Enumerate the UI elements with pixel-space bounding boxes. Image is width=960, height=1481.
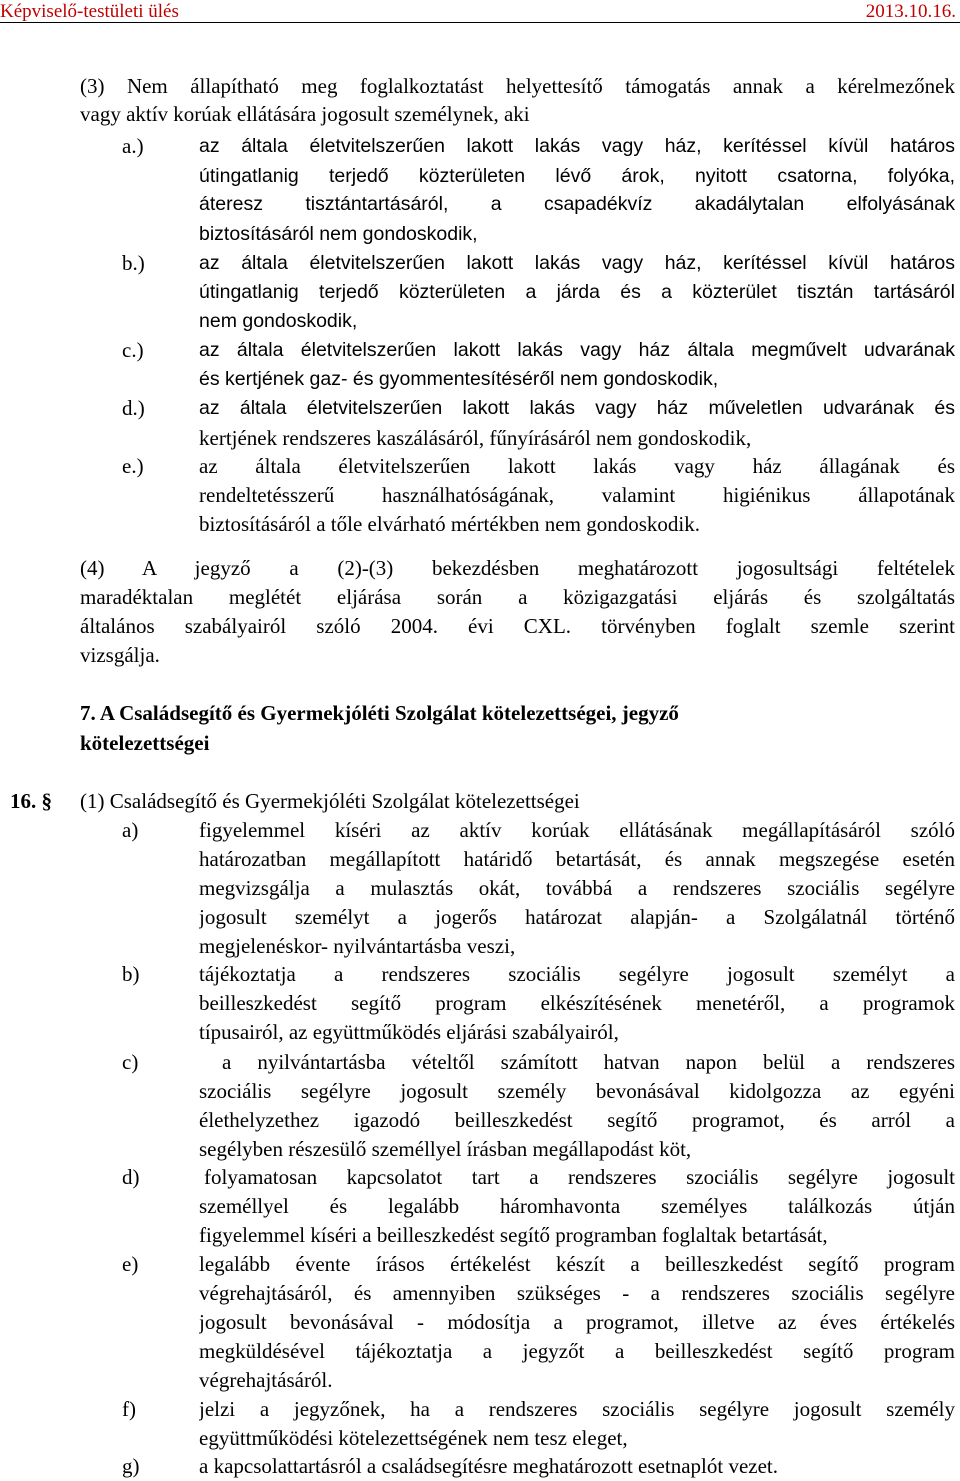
item-e-line: biztosításáról a tőle elvárható mértékben nem gondoskodik. (199, 512, 700, 536)
item-label: f) (122, 1397, 136, 1421)
s16-item-e-line: végrehajtásáról. (199, 1368, 333, 1392)
s16-item-a-line: megvizsgálja a mulasztás okát, továbbá a rendszeres szociális segélyre (199, 876, 955, 900)
s16-item-e-line: megküldésével tájékoztatja a jegyzőt a beilleszkedést segítő program (199, 1339, 955, 1363)
paragraph-4-line: általános szabályairól szóló 2004. évi CXL. törvényben foglalt szemle szerint (80, 614, 955, 638)
s16-item-b-line: beilleszkedést segítő program elkészítésének menetéről, a programok (199, 991, 955, 1015)
item-label: c) (122, 1050, 139, 1074)
header-title: Képviselő-testületi ülés (0, 1, 179, 22)
item-c-line: az általa életvitelszerűen lakott lakás vagy ház általa megművelt udvarának (199, 339, 955, 361)
section-intro: (1) Családsegítő és Gyermekjóléti Szolgálat kötelezettségei (80, 789, 580, 813)
paragraph-4-line: vizsgálja. (80, 643, 160, 667)
item-b-line: útingatlanig terjedő közterületen a járda és a közterület tisztán tartásáról (199, 281, 955, 303)
item-b-line: az általa életvitelszerűen lakott lakás vagy ház, kerítéssel kívül határos (199, 252, 955, 274)
item-b-line: nem gondoskodik, (199, 310, 358, 332)
item-a-line: útingatlanig terjedő közterületen lévő árok, nyitott csatorna, folyóka, (199, 165, 955, 187)
s16-item-a-line: határozatban megállapított határidő betartását, és annak megszegése esetén (199, 847, 955, 871)
item-label: e) (122, 1252, 139, 1276)
s16-item-d-line: folyamatosan kapcsolatot tart a rendszeres szociális segélyre jogosult (204, 1165, 955, 1189)
header-date: 2013.10.16. (865, 1, 956, 22)
paragraph-3-line: (3) Nem állapítható meg foglalkoztatást helyettesítő támogatás annak a kérelmezőnek (80, 74, 955, 98)
s16-item-e-line: végrehajtásáról, és amennyiben szükséges - a rendszeres szociális segélyre (199, 1281, 955, 1305)
s16-item-f-line: együttműködési kötelezettségének nem tesz eleget, (199, 1426, 628, 1450)
item-e-line: az általa életvitelszerűen lakott lakás vagy ház állagának és (199, 454, 955, 478)
s16-item-g-line: a kapcsolattartásról a családsegítésre meghatározott esetnaplót vezet. (199, 1454, 778, 1478)
s16-item-d-line: személlyel és legalább háromhavonta személyes találkozás útján (199, 1194, 955, 1218)
item-label: b.) (122, 251, 145, 275)
s16-item-b-line: típusairól, az együttműködés eljárási szabályairól, (199, 1020, 619, 1044)
item-label: c.) (122, 338, 144, 362)
item-label: b) (122, 962, 140, 986)
section-number: 16. § (10, 789, 52, 813)
item-label: g) (122, 1454, 140, 1478)
page-header (0, 0, 960, 23)
item-a-line: az általa életvitelszerűen lakott lakás vagy ház, kerítéssel kívül határos (199, 135, 955, 157)
item-d-line: az általa életvitelszerűen lakott lakás vagy ház műveletlen udvarának és (199, 397, 955, 419)
s16-item-d-line: figyelemmel kíséri a beilleszkedést segítő programban foglaltak betartását, (199, 1223, 828, 1247)
s16-item-a-line: jogosult személyt a jogerős határozat alapján- a Szolgálatnál történő (199, 905, 955, 929)
s16-item-a-line: figyelemmel kíséri az aktív korúak ellátásának megállapításáról szóló (199, 818, 955, 842)
s16-item-c-line: segélyben részesülő személlyel írásban megállapodást köt, (199, 1137, 692, 1161)
item-label: d.) (122, 396, 145, 420)
paragraph-3-line: vagy aktív korúak ellátására jogosult személynek, aki (80, 102, 530, 126)
item-d-line: kertjének rendszeres kaszálásáról, fűnyírásáról nem gondoskodik, (199, 426, 752, 450)
item-a-line: biztosításáról nem gondoskodik, (199, 223, 478, 245)
item-label: e.) (122, 454, 144, 478)
paragraph-4-line: (4) A jegyző a (2)-(3) bekezdésben meghatározott jogosultsági feltételek (80, 556, 955, 580)
s16-item-a-line: megjelenéskor- nyilvántartásba veszi, (199, 934, 516, 958)
item-e-line: rendeltetésszerű használhatóságának, valamint higiénikus állapotának (199, 483, 955, 507)
section-heading: 7. A Családsegítő és Gyermekjóléti Szolgálat kötelezettségei, jegyző (80, 701, 679, 725)
s16-item-c-line: a nyilvántartásba vételtől számított hatvan napon belül a rendszeres (222, 1050, 955, 1074)
s16-item-f-line: jelzi a jegyzőnek, ha a rendszeres szociális segélyre jogosult személy (199, 1397, 955, 1421)
section-heading: kötelezettségei (80, 731, 210, 755)
item-c-line: és kertjének gaz- és gyommentesítéséről nem gondoskodik, (199, 368, 719, 390)
s16-item-c-line: szociális segélyre jogosult személy bevonásával kidolgozza az egyéni (199, 1079, 955, 1103)
s16-item-c-line: élethelyzethez igazodó beilleszkedést segítő programot, és arról a (199, 1108, 955, 1132)
s16-item-b-line: tájékoztatja a rendszeres szociális segélyre jogosult személyt a (199, 962, 955, 986)
paragraph-4-line: maradéktalan meglétét eljárása során a közigazgatási eljárás és szolgáltatás (80, 585, 955, 609)
item-label: a) (122, 818, 139, 842)
s16-item-e-line: jogosult bevonásával - módosítja a programot, illetve az éves értékelés (199, 1310, 955, 1334)
item-a-line: áteresz tisztántartásáról, a csapadékvíz akadálytalan elfolyásának (199, 193, 955, 215)
item-label: a.) (122, 134, 144, 158)
item-label: d) (122, 1165, 140, 1189)
s16-item-e-line: legalább évente írásos értékelést készít a beilleszkedést segítő program (199, 1252, 955, 1276)
